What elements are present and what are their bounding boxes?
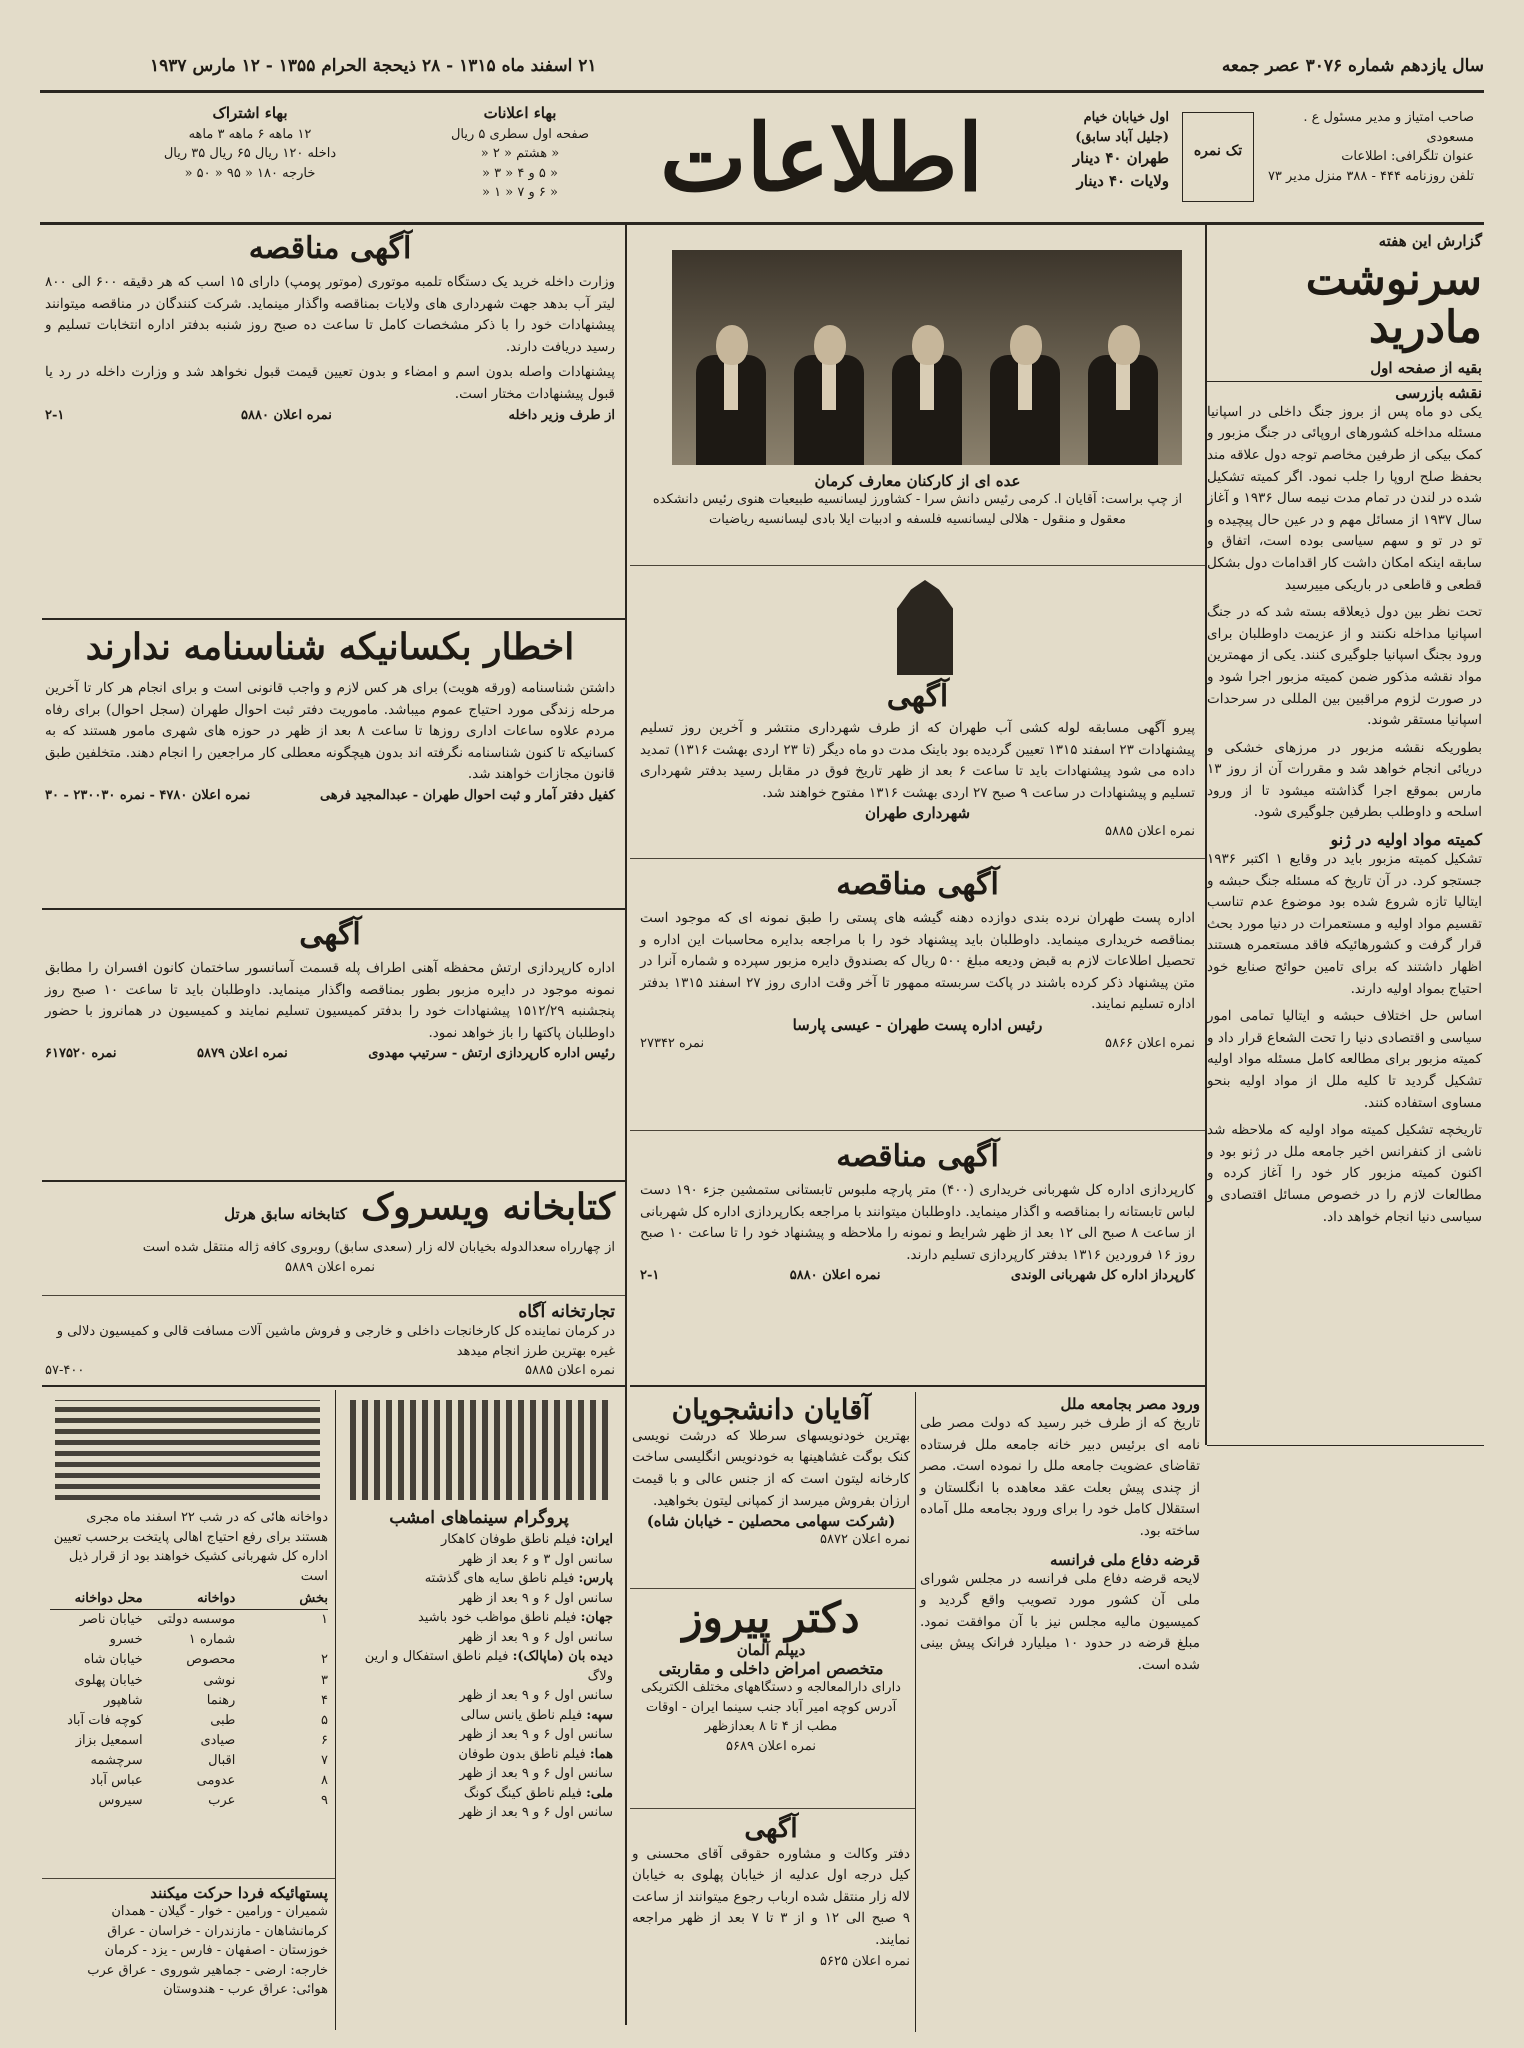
cinema-times: سانس اول ۶ و ۹ بعد از ظهر	[459, 1805, 613, 1820]
ads-price-line: « هشتم « ۲ «	[480, 146, 560, 161]
ad-code: ۲-۱	[640, 1268, 660, 1284]
cinema-name: پارس:	[578, 1571, 613, 1586]
ad-body: اداره کارپردازی ارتش محفظه آهنی اطراف پله قسمت آسانسور ساختمان کانون افسران را مطابق نمونه موجود در دایره مزبور بطور بمناقصه واگذار مینماید. داوطلبان باید تا ساعت ۱۰ صبح روز پنجشنبه ۱۵۱۲/۲۹ پیشنهادات خود را بدفتر کمیسیون تسلیم نمایند و کمیسیون در همانروز با حضور داوطلبان پاکتها را باز خواهد نمود.	[45, 960, 615, 1041]
section-heading: نقشه بازرسی	[1207, 381, 1482, 402]
news-heading: ورود مصر بجامعه ملل	[1060, 1395, 1200, 1413]
cell: کوچه فات آباد	[67, 1712, 143, 1728]
cell: عرب	[208, 1793, 236, 1809]
article-headline: سرنوشت مادرید	[1305, 254, 1482, 354]
ad-army	[45, 958, 615, 1064]
divider	[42, 618, 625, 620]
news-heading: قرضه دفاع ملی فرانسه	[1050, 1550, 1200, 1569]
ad-title: آگهی	[886, 679, 949, 714]
cell: عدومی	[196, 1773, 236, 1789]
cinema-film: فیلم ناطق کینگ کونگ	[463, 1785, 582, 1801]
post-line: خوزستان - اصفهان - فارس - یزد - کرمان	[104, 1943, 328, 1958]
ad-number: نمره اعلان ۵۸۶۶	[1105, 1035, 1195, 1051]
table-row	[50, 1791, 328, 1811]
table-header	[50, 1589, 328, 1610]
ad-title: دکتر پیروز	[682, 1593, 860, 1642]
publisher-info	[1264, 108, 1474, 186]
ad-body: پیرو آگهی مسابقه لوله کشی آب طهران که از طرف شهرداری منتشر و آخرین روز تسلیم پیشنهادات ۲۳ اسفند ۱۳۱۵ تعیین گردیده بود باینک مدت دو ماه دیگر (تا ۲۳ اردی بهشت ۱۳۱۶) تمدید داده می شود پیشنهادات باید تا ساعت ۶ بعد از ظهر تاریخ فوق در مقابل رسید بدفتر شهرداری تسلیم و پیشنهادات در ساعت ۹ صبح ۲۷ اردی بهشت ۱۳۱۶ مفتوح خواهند شد.	[640, 720, 1196, 801]
photo-person	[988, 265, 1062, 465]
subscription-title: بهاء اشتراک	[212, 104, 288, 122]
ad-signature: کارپرداز اداره کل شهربانی الوندی	[1010, 1268, 1195, 1284]
ad-footer	[45, 1361, 615, 1381]
ad-body: بهترین خودنویسهای سرطلا که درشت نویسی کنک بوگت غشاهینها به خودنویس انگلیسی ساخت کارخانه لیتون است که از جنس عالی و با قیمت ارزان بفروش میرسد از کمپانی لیتون بخواهید.	[632, 1427, 910, 1509]
article-paragraph: یکی دو ماه پس از بروز جنگ داخلی در اسپانیا مسئله مداخله کشورهای اروپائی در جنگ مزبور و کمک بیکی از طرفین مخاصم توجه دول علاقه مند بحفظ صلح اروپا را جلب نمود. اگر کمیته تشکیل شده در لندن در تمام مدت نیمه سال ۱۹۳۶ و آغاز سال ۱۹۳۷ از مسائل مهم و در عین حال پیچیده و تو در تو و سهم سیاسی بوده است، اتفاق و سابقه اینکه امکان داشت کار اقدامات دول بشکل قطعی و قاطعی در باریکی مییرسید	[1207, 403, 1483, 593]
post-line: هوائی: عراق عرب - هندوستان	[163, 1982, 328, 1997]
subscription-line: داخله ۱۲۰ ریال ۶۵ ریال ۳۵ ریال	[163, 146, 337, 161]
ad-body: دارای دارالمعالجه و دستگاههای مختلف الکتریکی آدرس کوچه امیر آباد جنب سینما ایران - اوقات مطب از ۴ تا ۸ بعدازظهر	[641, 1680, 901, 1735]
divider	[1207, 1445, 1484, 1446]
cinema-name: ملی:	[586, 1785, 613, 1801]
ad-identity-card	[45, 678, 615, 805]
ad-body: پیشنهادات واصله بدون اسم و امضاء و بدون تعیین قیمت قبول نخواهد شد و وزارت داخله در رد یا قبول پیشنهادات مختار است.	[45, 364, 615, 402]
ad-signature: (شرکت سهامی محصلین - خیابان شاه)	[646, 1512, 896, 1531]
ad-title: آگهی	[299, 917, 361, 952]
cinema-film: فیلم ناطق استفکال و ارین ولاگ	[364, 1649, 613, 1684]
ad-title: تجارتخانه آگاه	[518, 1302, 615, 1322]
ad-signature: رئیس اداره کارپردازی ارتش - سرتیپ مهدوی	[368, 1046, 615, 1062]
pharmacy-list	[50, 1508, 328, 1812]
ad-number: نمره اعلان ۵۸۸۰	[241, 407, 332, 423]
right-column	[1207, 232, 1482, 1228]
divider	[42, 908, 625, 910]
dateline-date: ۲۱ اسفند ماه ۱۳۱۵ - ۲۸ ذیحجة الحرام ۱۳۵۵ - ۱۲ مارس ۱۹۳۷	[150, 56, 597, 76]
ad-post-office	[640, 908, 1195, 1053]
divider	[630, 1808, 915, 1809]
ad-number: نمره اعلان ۵۸۸۵	[1105, 824, 1195, 840]
divider	[630, 565, 1205, 566]
cinema-name: دیده بان (ماپالک):	[512, 1649, 613, 1664]
cinema-program-title: پروگرام سینماهای امشب	[389, 1508, 569, 1528]
masthead-bottom-rule	[40, 222, 1484, 225]
photo-caption	[640, 472, 1195, 529]
doctor-diploma: دیپلم آلمان	[736, 1641, 806, 1660]
column-divider	[625, 225, 627, 2025]
ad-title: آگهی	[744, 1814, 798, 1844]
cell: ۹	[321, 1793, 328, 1809]
ad-number: نمره اعلان ۵۶۸۹	[726, 1738, 816, 1754]
ad-title: آگهی مناقصه	[248, 231, 412, 266]
table-row	[50, 1711, 328, 1731]
single-issue-stamp: تک نمره	[1182, 112, 1254, 202]
photo-caption-title: عده ای از کارکنان معارف کرمان	[814, 472, 1021, 490]
cinema-item	[345, 1569, 613, 1608]
newspaper-title: اطلاعات	[660, 104, 984, 212]
ad-police	[640, 1180, 1195, 1286]
ad-municipality	[640, 718, 1195, 842]
ad-trading-house	[45, 1302, 615, 1381]
photo-person	[1086, 265, 1160, 465]
ads-price-line: « ۶ و ۷ « ۱ «	[482, 185, 558, 200]
ad-lawyer	[632, 1815, 910, 1971]
pharmacy-illustration-icon	[55, 1400, 320, 1500]
cinema-film: فیلم ناطق مواظب خود باشید	[417, 1610, 577, 1625]
cinema-times: سانس اول ۶ و ۹ بعد از ظهر	[459, 1766, 613, 1781]
ad-number: نمره اعلان ۵۸۸۹	[285, 1259, 375, 1275]
column-divider	[335, 1390, 336, 2030]
cinema-film: فیلم ناطق یانس سالی	[460, 1707, 583, 1723]
doctor-specialty: متخصص امراض داخلی و مقاربتی	[658, 1659, 884, 1679]
ad-number: نمره اعلان ۵۸۷۹	[196, 1046, 288, 1062]
table-row	[50, 1731, 328, 1751]
ad-bookstore	[45, 1238, 615, 1277]
cinema-item	[345, 1745, 613, 1784]
pharmacy-intro: دواخانه هائی که در شب ۲۲ اسفند ماه مجری هستند برای رفع احتیاج اهالی پایتخت برحسب تعیین اداره کل شهربانی کشیک خواهند بود از قرار ذیل است	[53, 1510, 328, 1584]
cinema-times: سانس اول ۶ و ۹ بعد از ظهر	[459, 1688, 613, 1703]
publisher-line: صاحب امتیاز و مدیر مسئول ع . مسعودی	[1303, 110, 1474, 145]
article-paragraph: تاریخچه تشکیل کمیته مواد اولیه که ملاحظه شد ناشی از کنفرانس اخیر جامعه ملل در ژنو بود و اکنون کمیته مزبور کار خود را آغاز کرده و مطالعات لازم را در خصوص مسائل اقتصادی و سیاسی دنیا انجام خواهد داد.	[1207, 1122, 1482, 1225]
divider	[630, 1385, 1205, 1387]
cell: ۵	[321, 1712, 328, 1728]
cell: صیادی	[200, 1732, 236, 1748]
cell: طبی	[210, 1712, 236, 1728]
cinema-item	[345, 1647, 613, 1706]
cinema-times: سانس اول ۳ و ۶ بعد از ظهر	[459, 1551, 613, 1567]
cell: شاهپور	[104, 1692, 143, 1708]
cell: اسمعیل بزاز	[75, 1732, 143, 1748]
ad-footer	[45, 786, 615, 806]
divider	[42, 1385, 625, 1387]
ad-code: ۲-۱	[45, 407, 65, 423]
ad-signature: از طرف وزیر داخله	[508, 407, 615, 423]
price-box	[1049, 108, 1169, 192]
table-row	[50, 1751, 328, 1771]
cinema-times: سانس اول ۶ و ۹ بعد از ظهر	[459, 1727, 613, 1742]
cinema-item	[345, 1784, 613, 1823]
cell: ۶	[321, 1732, 328, 1748]
cinema-film: فیلم ناطق سایه های گذشته	[424, 1571, 575, 1586]
ad-footer	[640, 1266, 1195, 1286]
ad-number-row	[640, 1034, 1195, 1054]
divider	[630, 1588, 915, 1589]
ad-number: نمره اعلان ۵۸۷۲	[820, 1532, 910, 1548]
post-title: پستهائیکه فردا حرکت میکنند	[150, 1884, 328, 1902]
table-row	[50, 1610, 328, 1650]
ad-number: نمره اعلان ۴۷۸۰ - نمره ۲۳۰۰۳۰ - ۳۰	[45, 787, 251, 803]
publisher-line: عنوان تلگرافی: اطلاعات	[1341, 149, 1474, 164]
ad-number: نمره ۶۱۷۵۲۰	[45, 1046, 117, 1062]
dateline-issue: سال یازدهم شماره ۳۰۷۶ عصر جمعه	[1221, 56, 1484, 76]
article-paragraph: بطوریکه نقشه مزبور در مرزهای خشکی و دریائی انجام خواهد شد و مقررات آن از روز ۱۳ مارس بموقع اجرا گذاشته میشود تا از ورود اسلحه و داوطلب بطرفین جلوگیری شود.	[1207, 739, 1482, 821]
ad-body: داشتن شناسنامه (ورقه هویت) برای هر کس لازم و واجب قانونی است و برای انجام هر کار تا آخرین مرحله زندگی مورد احتیاج عموم میباشد. ماموریت دفتر ثبت احوال طهران (سجل احوال) برای رفاه مردم علاوه ساعات اداری روزها تا ساعت ۸ بعد از ظهر در حوزه های شهری مامور هستند که به کسانیکه تا کنون شناسنامه نگرفته اند بدون هیچگونه معطلی کار مراجعین را انجام دهند. متخلفین طبق قانون مجازات خواهند شد.	[45, 680, 615, 783]
photo-caption-text: از چپ براست: آقایان ا. کرمی رئیس دانش سرا - کشاورز لیسانسیه طبیعیات هنوی رئیس دانشکده معقول و منقول - هلالی لیسانسیه فلسفه و ادبیات ایلا بادی لیسانسیه ریاضیات	[652, 492, 1183, 527]
ad-body: دفتر وکالت و مشاوره حقوقی آقای محسنی و کیل درجه اول عدلیه از خیابان پهلوی به خیابان لاله زار منتقل شده ارباب رجوع میتوانند از ساعت ۹ صبح الی ۱۲ و از ۳ تا ۷ بعد از ظهر مراجعه نمایند.	[632, 1845, 910, 1948]
cinema-name: سپه:	[586, 1707, 613, 1723]
ad-body: از چهارراه سعدالدوله بخیابان لاله زار (سعدی سابق) روبروی کافه ژاله منتقل شده است	[142, 1240, 615, 1255]
ad-number: نمره اعلان ۵۸۸۵	[525, 1363, 615, 1378]
price-line: (جلیل آباد سابق)	[1075, 129, 1169, 145]
divider	[630, 858, 1205, 859]
cinema-item	[345, 1608, 613, 1647]
divider	[42, 1295, 625, 1296]
column-header: دواخانه	[197, 1591, 236, 1606]
ad-signature: کفیل دفتر آمار و ثبت احوال طهران - عبدالمجید فرهی	[319, 787, 615, 803]
ad-students	[632, 1395, 910, 1550]
ad-body: وزارت داخله خرید یک دستگاه تلمبه موتوری (موتور پومپ) دارای ۱۵ اسب که هر دقیقه ۶۰۰ الی ۸۰۰ لیتر آب بدهد جهت شهرداری های ولایات بمناقصه واگذار مینماید. شرکت کنندگان در مناقصه میتوانند پیشنهادات خود را با ذکر مشخصات کامل تا ساعت ده صبح روز شنبه بدفتر اداره انتخابات تسلیم و رسید دریافت دارند.	[45, 274, 615, 355]
cell: خیابان ناصر خسرو	[79, 1612, 143, 1648]
publisher-line: تلفن روزنامه ۴۴۴ - ۳۸۸ منزل مدیر ۷۳	[1267, 168, 1474, 184]
cinema-item	[345, 1706, 613, 1745]
cinema-times: سانس اول ۶ و ۹ بعد از ظهر	[459, 1590, 613, 1606]
cell: محصوص	[186, 1652, 236, 1668]
cell: سرچشمه	[90, 1753, 143, 1769]
table-row	[50, 1650, 328, 1670]
cell: ۲	[321, 1652, 328, 1668]
cell: ۷	[321, 1753, 328, 1769]
emblem-icon	[890, 580, 960, 675]
ads-price-title: بهاء اعلانات	[483, 104, 557, 122]
photo-person	[694, 265, 768, 465]
ads-price-box	[400, 102, 640, 203]
post-line: کرمانشاهان - مازندران - خراسان - عراق	[107, 1923, 328, 1939]
ad-title: آگهی مناقصه	[836, 1139, 999, 1174]
ad-doctor	[632, 1595, 910, 1756]
continued-note: بقیه از صفحه اول	[1370, 358, 1482, 377]
cell: اقبال	[208, 1753, 236, 1769]
price-line: اول خیابان خیام	[1083, 110, 1169, 125]
article-paragraph: اساس حل اختلاف حبشه و ایتالیا تمامی امور سیاسی و اقتصادی دنیا را تحت الشعاع قرار داد و کمیته مزبور برای مطالعه کامل مسئله مواد اولیه تشکیل گردید تا کلیه ملل از مواد اولیه بنحو مساوی استفاده کنند.	[1207, 1008, 1482, 1111]
cinema-name: جهان:	[580, 1610, 613, 1625]
cinema-name: هما:	[589, 1746, 613, 1762]
staff-photo	[672, 250, 1182, 465]
ad-footer	[45, 406, 615, 426]
cinema-item	[345, 1530, 613, 1569]
cell: رهنما	[206, 1692, 236, 1708]
cinema-film: فیلم ناطق طوفان کاهکار	[441, 1532, 577, 1547]
table-row	[50, 1691, 328, 1711]
column-header: بخش	[299, 1591, 328, 1606]
post-line: خارجه: ارضی - جماهیر شوروی - عراق عرب	[87, 1962, 328, 1978]
article-paragraph: تشکیل کمیته مزبور باید در وقایع ۱ اکتبر ۱۹۳۶ جستجو کرد. در آن تاریخ که مسئله جنگ حبشه و ایتالیا تازه شروع شده بود موضوع عدم تناسب تقسیم مواد اولیه و مستعمرات در دنیا مورد بحث قرار گرفت و کشورهائیکه فاقد مستعمره هستند اظهار داشتند که برای تامین حوائج صنایع خود احتیاج بمواد اولیه دارند.	[1207, 851, 1483, 997]
cell: ۳	[321, 1672, 328, 1688]
cell: نوشی	[203, 1672, 236, 1688]
news-body: تاریخ که از طرف خبر رسید که دولت مصر طی نامه ای برئیس دبیر خانه جامعه ملل فرستاده تقاضای عضویت جامعه ملل را نموده است. مصر از چندی پیش بعلت عقد معاهده با انگلستان و استقلال کامل خود را برای ورود بجامعه ملل آماده ساخته بود.	[920, 1415, 1200, 1539]
post-line: شمیران - ورامین - خوار - گیلان - همدان	[111, 1904, 328, 1919]
news-column	[920, 1395, 1200, 1677]
ad-signature: شهرداری طهران	[864, 804, 971, 823]
ad-title: کتابخانه ویسروک	[360, 1186, 615, 1228]
ad-body: در کرمان نماینده کل کارخانجات داخلی و خارجی و فروش ماشین آلات مسافت قالی و کمیسیون دلالی و غیره بهترین طرز انجام میدهد	[56, 1324, 615, 1359]
ad-number: نمره اعلان ۵۸۸۰	[789, 1268, 881, 1284]
cell: سیروس	[98, 1793, 143, 1809]
ad-body: اداره پست طهران نرده بندی دوازده دهنه گیشه های پستی را طبق نمونه ای که موجود است بمناقصه خریداری مینماید. داوطلبان باید پیشنهاد خود را با مراجعه بدایره محاسبات این اداره و تحصیل اطلاعات لازم به قبض ودیعه مبلغ ۵۰۰ ریال که بصندوق دایره مزبور سپرده و شماره آنرا در متن پیشنهاد ذکر کرده باشند در پاکت سربسته ممهور تا آخر وقت اداری روز ۲۷ اسفند ۱۳۱۵ بدفتر اداره تسلیم نمایند.	[640, 910, 1195, 1013]
kicker: گزارش این هفته	[1378, 232, 1482, 250]
column-divider	[915, 1392, 916, 2032]
subscription-line: خارجه ۱۸۰ « ۹۵ « ۵۰ «	[184, 165, 316, 181]
divider	[42, 1878, 335, 1879]
ads-price-line: « ۵ و ۴ « ۳ «	[482, 165, 558, 181]
ad-body: کارپردازی اداره کل شهربانی خریداری (۴۰۰) متر پارچه ملبوس تابستانی ستمشین جزء ۱۹۰ دست لباس تابستانه را بمناقصه و اگذار مینماید. داوطلبان میتوانند با مراجعه بکارپردازی اداره کل شهربانی از ساعت ۸ صبح الی ۱۲ بعد از ظهر شرایط و نمونه را ملاحظه و پیشنهاد خود را تا ساعت ۱۰ صبح روز ۱۶ فروردین ۱۳۱۶ بدفتر کارپردازی تسلیم دارند.	[640, 1182, 1196, 1263]
ad-bookstore-header	[45, 1188, 615, 1228]
price-line: طهران ۴۰ دینار	[1072, 149, 1169, 167]
photo-person	[890, 265, 964, 465]
divider	[630, 1130, 1205, 1131]
cinema-camera-icon	[350, 1400, 608, 1500]
section-heading: کمیته مواد اولیه در ژنو	[1330, 830, 1482, 850]
ad-signature: رئیس اداره پست طهران - عیسی پارسا	[792, 1015, 1043, 1034]
ad-title: آگهی مناقصه	[836, 867, 999, 902]
table-row	[50, 1771, 328, 1791]
ads-price-line: صفحه اول سطری ۵ ریال	[450, 126, 590, 142]
cell: خیابان شاه	[83, 1652, 143, 1668]
ad-number: نمره اعلان ۵۶۲۵	[820, 1953, 910, 1969]
photo-person	[792, 265, 866, 465]
top-rule	[40, 90, 1484, 93]
column-header: محل دواخانه	[74, 1591, 143, 1606]
cinema-times: سانس اول ۶ و ۹ بعد از ظهر	[459, 1629, 613, 1645]
cell: ۸	[321, 1773, 328, 1789]
cinema-program	[345, 1508, 613, 1823]
ad-code: ۵۷-۴۰۰	[45, 1363, 85, 1378]
cell: ۱	[321, 1612, 328, 1628]
subscription-box	[120, 102, 380, 183]
article-paragraph: تحت نظر بین دول ذیعلاقه بسته شد که در جنگ اسپانیا مداخله نکنند و از عزیمت داوطلبان برای ورود بجنگ اسپانیا جلوگیری کنند. یکی از مهمترین مواد نقشه مذکور ضمن کمیته مزبور اجرا شود و در صورت لزوم مراقبین بین المللی در سرحدات اسپانیا مستقر شوند.	[1207, 604, 1482, 729]
cinema-name: ایران:	[580, 1532, 613, 1547]
ad-subtitle: کتابخانه سابق هرتل	[224, 1205, 347, 1223]
ad-title: اخطار بکسانیکه شناسنامه ندارند	[85, 626, 575, 668]
price-line: ولایات ۴۰ دینار	[1076, 171, 1169, 190]
cell: ۴	[321, 1692, 328, 1708]
ad-footer	[45, 1044, 615, 1064]
cell: خیابان پهلوی	[74, 1672, 143, 1688]
ad-number: نمره ۲۷۳۴۲	[640, 1035, 705, 1051]
post-schedule	[50, 1884, 328, 2000]
cell: موسسه دولتی شماره ۱	[157, 1612, 236, 1648]
news-body: لایحه قرضه دفاع ملی فرانسه در مجلس شورای ملی آن کشور مورد تصویب واقع گردید و کمیسیون مالیه مجلس نیز با آن موافقت نمود. مبلغ قرضه در حدود ۱۰ میلیارد فرانک پیش بینی شده است.	[920, 1570, 1200, 1673]
subscription-line: ۱۲ ماهه ۶ ماهه ۳ ماهه	[188, 126, 312, 142]
cinema-film: فیلم ناطق بدون طوفان	[458, 1746, 586, 1762]
divider	[42, 1180, 625, 1182]
ad-interior-ministry	[45, 272, 615, 425]
ad-title: آقایان دانشجویان	[671, 1393, 871, 1426]
cell: عباس آباد	[90, 1773, 143, 1789]
table-row	[50, 1671, 328, 1691]
